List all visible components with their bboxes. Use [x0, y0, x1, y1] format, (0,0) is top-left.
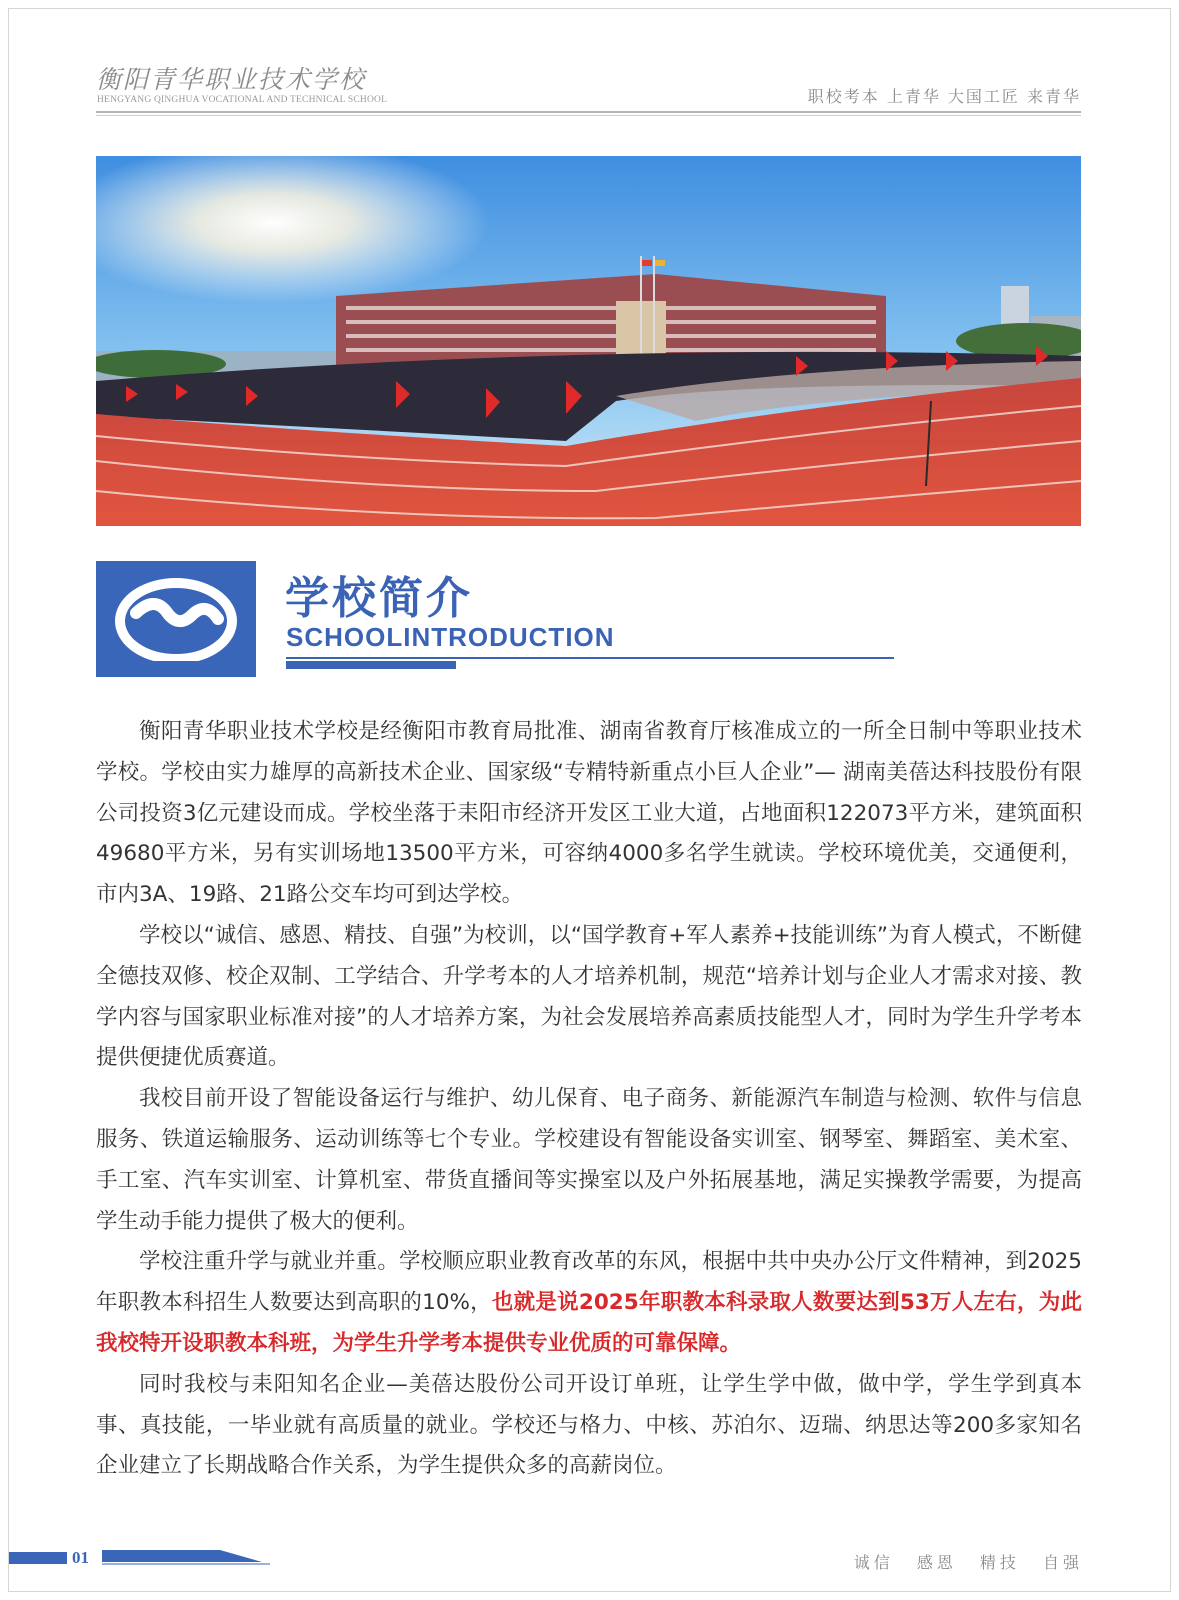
paragraph: [96, 1242, 1082, 1364]
section-subtitle: SCHOOLINTRODUCTION: [286, 622, 615, 652]
paragraph-text: 学校注重升学与就业并重。学校顺应职业教育改革的东风，根据中共中央办公厅文件精神，到2025年职教本科招生人数要达到高职的10%，: [96, 1249, 1082, 1316]
school-name-cn: 衡阳青华职业技术学校: [96, 65, 367, 94]
school-logo-icon: [96, 561, 256, 677]
school-name-en: HENGYANG QINGHUA VOCATIONAL AND TECHNICAL SCHOOL: [97, 95, 388, 105]
footer-bar-left: [9, 1552, 67, 1564]
introduction-body: [96, 712, 1082, 1487]
footer-bar-right: [102, 1550, 272, 1566]
highlighted-text: 也就是说2025年职教本科录取人数要达到53万人左右，为此我校特开设职教本科班，为学生升学考本提供专业优质的可靠保障。: [96, 1290, 1082, 1356]
header-divider: [96, 111, 1081, 113]
campus-assembly-photo: [96, 156, 1081, 526]
header-divider-thin: [96, 115, 1081, 116]
paragraph: 学校以“诚信、感恩、精技、自强”为校训，以“国学教育+军人素养+技能训练”为育人模式，不断健全德技双修、校企双制、工学结合、升学考本的人才培养机制，规范“培养计划与企业人才需求对接、教学内容与国家职业标准对接”的人才培养方案，为社会发展培养高素质技能型人才，同时为学生升学考本提供便捷优质赛道。: [96, 922, 1082, 1071]
footer-motto: 诚信 感恩 精技 自强: [853, 1553, 1083, 1572]
paragraph: 我校目前开设了智能设备运行与维护、幼儿保育、电子商务、新能源汽车制造与检测、软件与信息服务、铁道运输服务、运动训练等七个专业。学校建设有智能设备实训室、钢琴室、舞蹈室、美术室、手工室、汽车实训室、计算机室、带货直播间等实操室以及户外拓展基地，满足实操教学需要，为提高学生动手能力提供了极大的便利。: [96, 1086, 1082, 1234]
title-underline: [286, 657, 894, 659]
title-underline-accent: [286, 661, 456, 669]
paragraph: 同时我校与耒阳知名企业—美蓓达股份公司开设订单班，让学生学中做，做中学，学生学到真本事、真技能，一毕业就有高质量的就业。学校还与格力、中核、苏泊尔、迈瑞、纳思达等200多家知名企业建立了长期战略合作关系，为学生提供众多的高薪岗位。: [96, 1371, 1082, 1479]
paragraph: 衡阳青华职业技术学校是经衡阳市教育局批准、湖南省教育厅核准成立的一所全日制中等职业技术学校。学校由实力雄厚的高新技术企业、国家级“专精特新重点小巨人企业”— 湖南美蓓达科技股份有限公司投资3亿元建设而成。学校坐落于耒阳市经济开发区工业大道，占地面积122073平方米，建筑面积49680平方米，另有实训场地13500平方米，可容纳4000多名学生就读。学校环境优美，交通便利，市内3A、19路、21路公交车均可到达学校。: [96, 719, 1082, 908]
page-number: 01: [72, 1548, 89, 1567]
section-title: 学校简介: [285, 573, 473, 624]
school-logo-box: [96, 561, 256, 677]
header-slogan: 职校考本 上青华 大国工匠 来青华: [807, 87, 1081, 106]
